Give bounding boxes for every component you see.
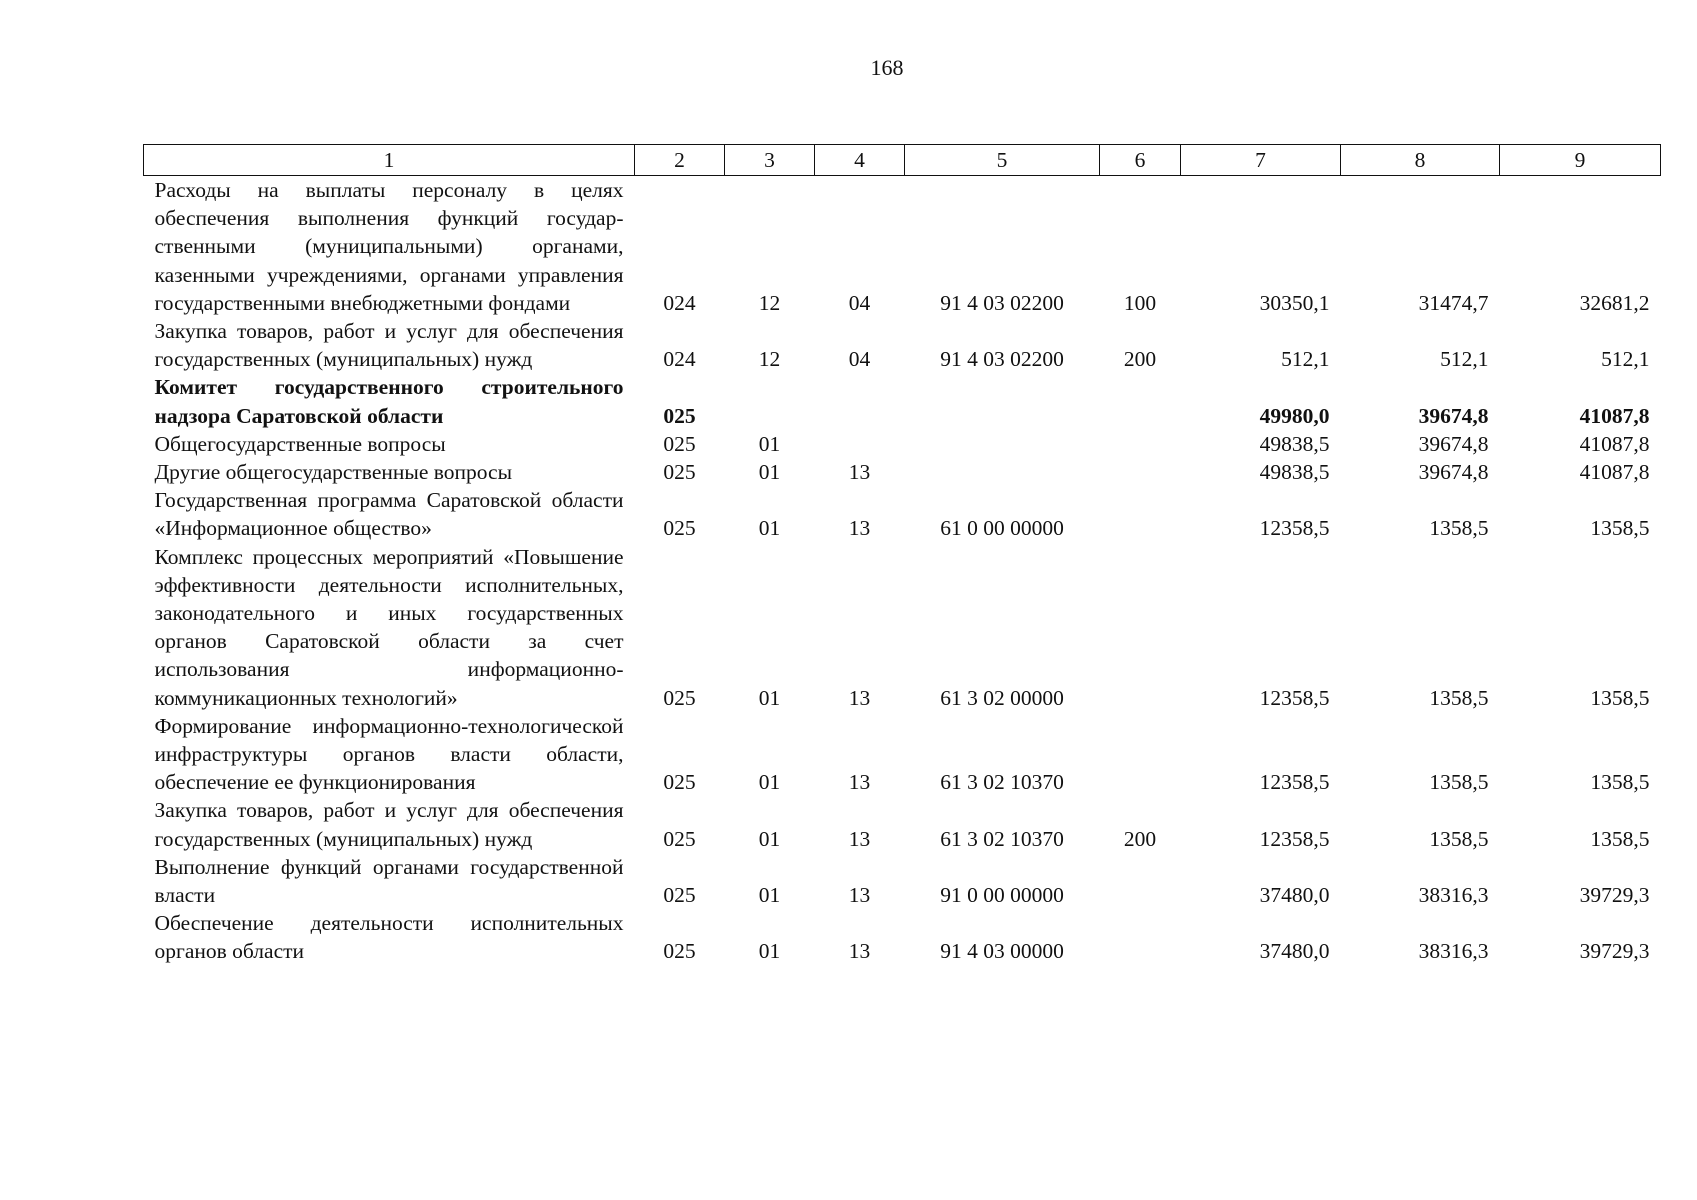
row-name: Общегосударственные вопросы: [154, 431, 446, 456]
column-header: 9: [1500, 145, 1661, 176]
amount-col-8: 1358,5: [1429, 770, 1489, 795]
amount-col-8: 39674,8: [1418, 431, 1489, 456]
expense-type-code: [1100, 909, 1181, 965]
amount-col-7: 12358,5: [1259, 826, 1330, 851]
ved-code: 025: [663, 883, 696, 908]
table-row: [144, 458, 1661, 486]
ved-code: 025: [663, 770, 696, 795]
expense-type-code: [1100, 853, 1181, 909]
ved-code: 025: [663, 431, 696, 456]
subsection-code: 13: [848, 826, 871, 851]
row-name: Комитет государственного строительного надзора Саратовской области: [154, 375, 624, 428]
column-header: 4: [815, 145, 905, 176]
section-code: 01: [758, 939, 781, 964]
subsection-code: 04: [848, 347, 871, 372]
amount-col-7: 12358,5: [1259, 770, 1330, 795]
target-article-code: [905, 373, 1100, 429]
subsection-code: 13: [848, 883, 871, 908]
page-number: 168: [870, 55, 904, 80]
target-article-code: [905, 458, 1100, 486]
section-code: 01: [758, 685, 781, 710]
section-code: 01: [758, 770, 781, 795]
amount-col-8: 1358,5: [1429, 516, 1489, 541]
subsection-code: [815, 373, 905, 429]
amount-col-8: 39674,8: [1418, 460, 1489, 485]
expense-type-code: [1100, 486, 1181, 542]
expense-type-code: 200: [1123, 826, 1157, 851]
amount-col-7: 512,1: [1281, 347, 1330, 372]
header-row: [144, 145, 1661, 176]
table-row: [144, 712, 1661, 797]
table-body: [144, 176, 1661, 966]
amount-col-7: 37480,0: [1259, 883, 1330, 908]
section-code: 12: [758, 347, 781, 372]
row-name: Комплекс процессных мероприятий «Повышение эффективности деятельности исполнительных, законодательного и иных государственных органов Саратовской области за счет использования информационно-коммуникационных технологий»: [154, 544, 624, 710]
column-header: 3: [725, 145, 815, 176]
amount-col-8: 1358,5: [1429, 826, 1489, 851]
table-row: [144, 176, 1661, 318]
ved-code: 025: [663, 826, 696, 851]
amount-col-8: 31474,7: [1418, 290, 1489, 315]
amount-col-9: 41087,8: [1579, 460, 1650, 485]
row-name: Закупка товаров, работ и услуг для обеспечения государственных (муниципальных) нужд: [154, 319, 624, 372]
target-article-code: 61 3 02 10370: [940, 826, 1064, 851]
amount-col-9: 39729,3: [1579, 883, 1650, 908]
table-row: [144, 543, 1661, 712]
section-code: 12: [758, 290, 781, 315]
amount-col-7: 30350,1: [1259, 290, 1330, 315]
target-article-code: 61 3 02 00000: [940, 685, 1064, 710]
row-name: Государственная программа Саратовской области «Информационное общество»: [154, 488, 624, 541]
section-code: 01: [758, 826, 781, 851]
amount-col-9: 32681,2: [1579, 290, 1650, 315]
expense-type-code: 200: [1123, 347, 1157, 372]
amount-col-9: 1358,5: [1590, 770, 1650, 795]
row-name: Другие общегосударственные вопросы: [154, 460, 513, 485]
amount-col-9: 39729,3: [1579, 939, 1650, 964]
column-header: 7: [1181, 145, 1341, 176]
table-row: [144, 430, 1661, 458]
subsection-code: 13: [848, 939, 871, 964]
subsection-code: 04: [848, 290, 871, 315]
target-article-code: 91 4 03 02200: [940, 347, 1064, 372]
amount-col-9: 41087,8: [1579, 403, 1650, 428]
ved-code: 025: [663, 516, 696, 541]
amount-col-8: 38316,3: [1418, 883, 1489, 908]
row-name: Закупка товаров, работ и услуг для обеспечения государственных (муниципальных) нужд: [154, 798, 624, 851]
expense-type-code: 100: [1123, 290, 1157, 315]
amount-col-8: 1358,5: [1429, 685, 1489, 710]
table-row: [144, 317, 1661, 373]
table-header: [144, 145, 1661, 176]
ved-code: 025: [663, 460, 696, 485]
column-header: 2: [635, 145, 725, 176]
table-row: [144, 373, 1661, 429]
amount-col-7: 12358,5: [1259, 685, 1330, 710]
expense-type-code: [1100, 458, 1181, 486]
section-code: [725, 373, 815, 429]
ved-code: 025: [663, 685, 696, 710]
subsection-code: 13: [848, 460, 871, 485]
expense-type-code: [1100, 543, 1181, 712]
ved-code: 024: [663, 347, 696, 372]
section-code: 01: [758, 516, 781, 541]
amount-col-7: 49838,5: [1259, 460, 1330, 485]
section-code: 01: [758, 431, 781, 456]
expense-type-code: [1100, 430, 1181, 458]
amount-col-8: 39674,8: [1418, 403, 1489, 428]
subsection-code: [815, 430, 905, 458]
table-row: [144, 853, 1661, 909]
amount-col-9: 1358,5: [1590, 516, 1650, 541]
target-article-code: 61 3 02 10370: [940, 770, 1064, 795]
budget-table: [143, 144, 1661, 966]
table-row: [144, 909, 1661, 965]
table-row: [144, 796, 1661, 852]
amount-col-7: 37480,0: [1259, 939, 1330, 964]
amount-col-9: 1358,5: [1590, 685, 1650, 710]
amount-col-7: 12358,5: [1259, 516, 1330, 541]
target-article-code: [905, 430, 1100, 458]
subsection-code: 13: [848, 516, 871, 541]
subsection-code: 13: [848, 685, 871, 710]
ved-code: 025: [663, 939, 696, 964]
amount-col-8: 512,1: [1440, 347, 1489, 372]
table-row: [144, 486, 1661, 542]
expense-type-code: [1100, 373, 1181, 429]
amount-col-9: 1358,5: [1590, 826, 1650, 851]
amount-col-7: 49980,0: [1259, 403, 1330, 428]
target-article-code: 91 0 00 00000: [940, 883, 1064, 908]
column-header: 5: [905, 145, 1100, 176]
target-article-code: 91 4 03 02200: [940, 290, 1064, 315]
amount-col-7: 49838,5: [1259, 431, 1330, 456]
section-code: 01: [758, 883, 781, 908]
row-name: Расходы на выплаты персоналу в целях обеспечения выполнения функций государственными (муниципальными) органами, казенными учреждениями, органами управления государственными внебюджетными фондами: [154, 178, 624, 315]
expense-type-code: [1100, 712, 1181, 797]
row-name: Обеспечение деятельности исполнительных органов области: [154, 911, 624, 964]
column-header: 1: [144, 145, 635, 176]
column-header: 8: [1341, 145, 1500, 176]
amount-col-9: 512,1: [1601, 347, 1650, 372]
target-article-code: 91 4 03 00000: [940, 939, 1064, 964]
amount-col-9: 41087,8: [1579, 431, 1650, 456]
ved-code: 025: [663, 403, 696, 428]
ved-code: 024: [663, 290, 696, 315]
row-name: Выполнение функций органами государственной власти: [154, 854, 624, 908]
subsection-code: 13: [848, 770, 871, 795]
amount-col-8: 38316,3: [1418, 939, 1489, 964]
row-name: Формирование информационно-технологической инфраструктуры органов власти области, обеспечение ее функционирования: [154, 713, 624, 795]
column-header: 6: [1100, 145, 1181, 176]
section-code: 01: [758, 460, 781, 485]
target-article-code: 61 0 00 00000: [940, 516, 1064, 541]
